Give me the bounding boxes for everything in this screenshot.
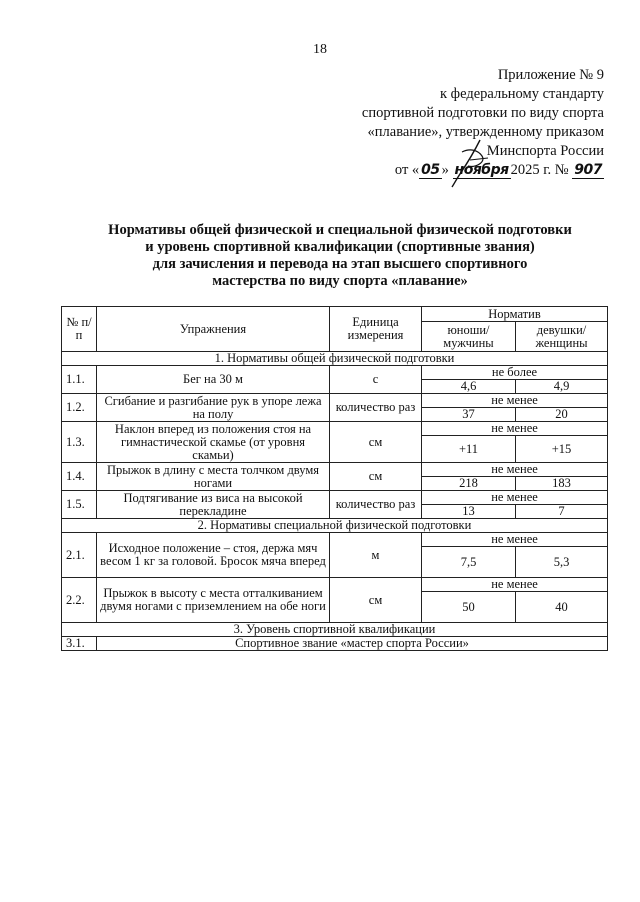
qualification-text: Спортивное звание «мастер спорта России» — [97, 637, 608, 651]
row-number: 1.5. — [62, 491, 97, 519]
row-value-boys: 7,5 — [422, 547, 516, 578]
date-prefix: от « — [394, 162, 420, 178]
row-value-girls: 40 — [516, 592, 608, 623]
header-boys: юноши/ мужчины — [422, 322, 516, 352]
header-num: № п/п — [62, 307, 97, 352]
header-row — [62, 307, 608, 322]
date-year: 2025 г. № — [510, 162, 569, 178]
table-row — [62, 422, 608, 436]
row-value-boys: +11 — [422, 436, 516, 463]
annex-line: Минспорта России — [486, 143, 604, 159]
row-condition: не менее — [422, 463, 608, 477]
row-exercise: Прыжок в высоту с места отталкиванием двумя ногами с приземлением на обе ноги — [97, 578, 330, 623]
row-exercise: Подтягивание из виса на высокой перекладине — [97, 491, 330, 519]
row-value-girls: 183 — [516, 477, 608, 491]
row-number: 1.2. — [62, 394, 97, 422]
row-exercise: Прыжок в длину с места толчком двумя ногами — [97, 463, 330, 491]
table-row — [62, 394, 608, 408]
handwritten-month: ноября — [454, 162, 509, 178]
title-line: и уровень спортивной квалификации (спортивные звания) — [145, 239, 535, 255]
table-row — [62, 463, 608, 477]
row-value-boys: 4,6 — [422, 380, 516, 394]
row-number: 2.1. — [62, 533, 97, 578]
row-number: 2.2. — [62, 578, 97, 623]
row-value-girls: 20 — [516, 408, 608, 422]
row-unit: см — [330, 463, 422, 491]
header-unit: Единица измерения — [330, 307, 422, 352]
row-value-girls: +15 — [516, 436, 608, 463]
date-mid: » — [441, 162, 449, 178]
handwritten-day: 05 — [421, 162, 440, 178]
handwritten-order-number: 907 — [574, 162, 602, 178]
row-value-boys: 13 — [422, 505, 516, 519]
row-value-boys: 50 — [422, 592, 516, 623]
table-row — [62, 533, 608, 547]
table-row — [62, 491, 608, 505]
title-line: мастерства по виду спорта «плавание» — [212, 273, 468, 289]
row-condition: не более — [422, 366, 608, 380]
row-exercise: Бег на 30 м — [97, 366, 330, 394]
row-value-boys: 37 — [422, 408, 516, 422]
section-title: 2. Нормативы специальной физической подготовки — [62, 519, 608, 533]
annex-line: «плавание», утвержденному приказом — [367, 124, 604, 140]
row-unit: м — [330, 533, 422, 578]
row-condition: не менее — [422, 533, 608, 547]
norms-table — [61, 306, 608, 651]
annex-line: Приложение № 9 — [497, 67, 604, 83]
row-number: 3.1. — [62, 637, 97, 651]
row-value-girls: 7 — [516, 505, 608, 519]
section-title: 1. Нормативы общей физической подготовки — [62, 352, 608, 366]
table-row — [62, 366, 608, 380]
row-exercise: Исходное положение – стоя, держа мяч весом 1 кг за головой. Бросок мяча вперед — [97, 533, 330, 578]
table-row — [62, 578, 608, 592]
section-row — [62, 623, 608, 637]
annex-line: спортивной подготовки по виду спорта — [361, 105, 604, 121]
row-number: 1.4. — [62, 463, 97, 491]
row-exercise: Наклон вперед из положения стоя на гимнастической скамье (от уровня скамьи) — [97, 422, 330, 463]
document-title — [60, 222, 620, 290]
row-number: 1.1. — [62, 366, 97, 394]
title-line: для зачисления и перевода на этап высшего спортивного — [152, 256, 528, 272]
row-unit: количество раз — [330, 491, 422, 519]
row-unit: см — [330, 422, 422, 463]
row-condition: не менее — [422, 422, 608, 436]
section-row — [62, 352, 608, 366]
row-unit: количество раз — [330, 394, 422, 422]
row-value-girls: 5,3 — [516, 547, 608, 578]
row-value-girls: 4,9 — [516, 380, 608, 394]
page-number: 18 — [313, 42, 327, 57]
row-unit: с — [330, 366, 422, 394]
row-number: 1.3. — [62, 422, 97, 463]
annex-line: к федеральному стандарту — [440, 86, 604, 102]
section-title: 3. Уровень спортивной квалификации — [62, 623, 608, 637]
header-exercise: Упражнения — [97, 307, 330, 352]
row-exercise: Сгибание и разгибание рук в упоре лежа на полу — [97, 394, 330, 422]
qualification-row — [62, 637, 608, 651]
row-condition: не менее — [422, 578, 608, 592]
header-norm: Норматив — [422, 307, 608, 322]
section-row — [62, 519, 608, 533]
header-girls: девушки/ женщины — [516, 322, 608, 352]
row-value-boys: 218 — [422, 477, 516, 491]
row-unit: см — [330, 578, 422, 623]
title-line: Нормативы общей физической и специальной физической подготовки — [108, 222, 572, 238]
row-condition: не менее — [422, 394, 608, 408]
signature-mark — [440, 138, 500, 188]
row-condition: не менее — [422, 491, 608, 505]
